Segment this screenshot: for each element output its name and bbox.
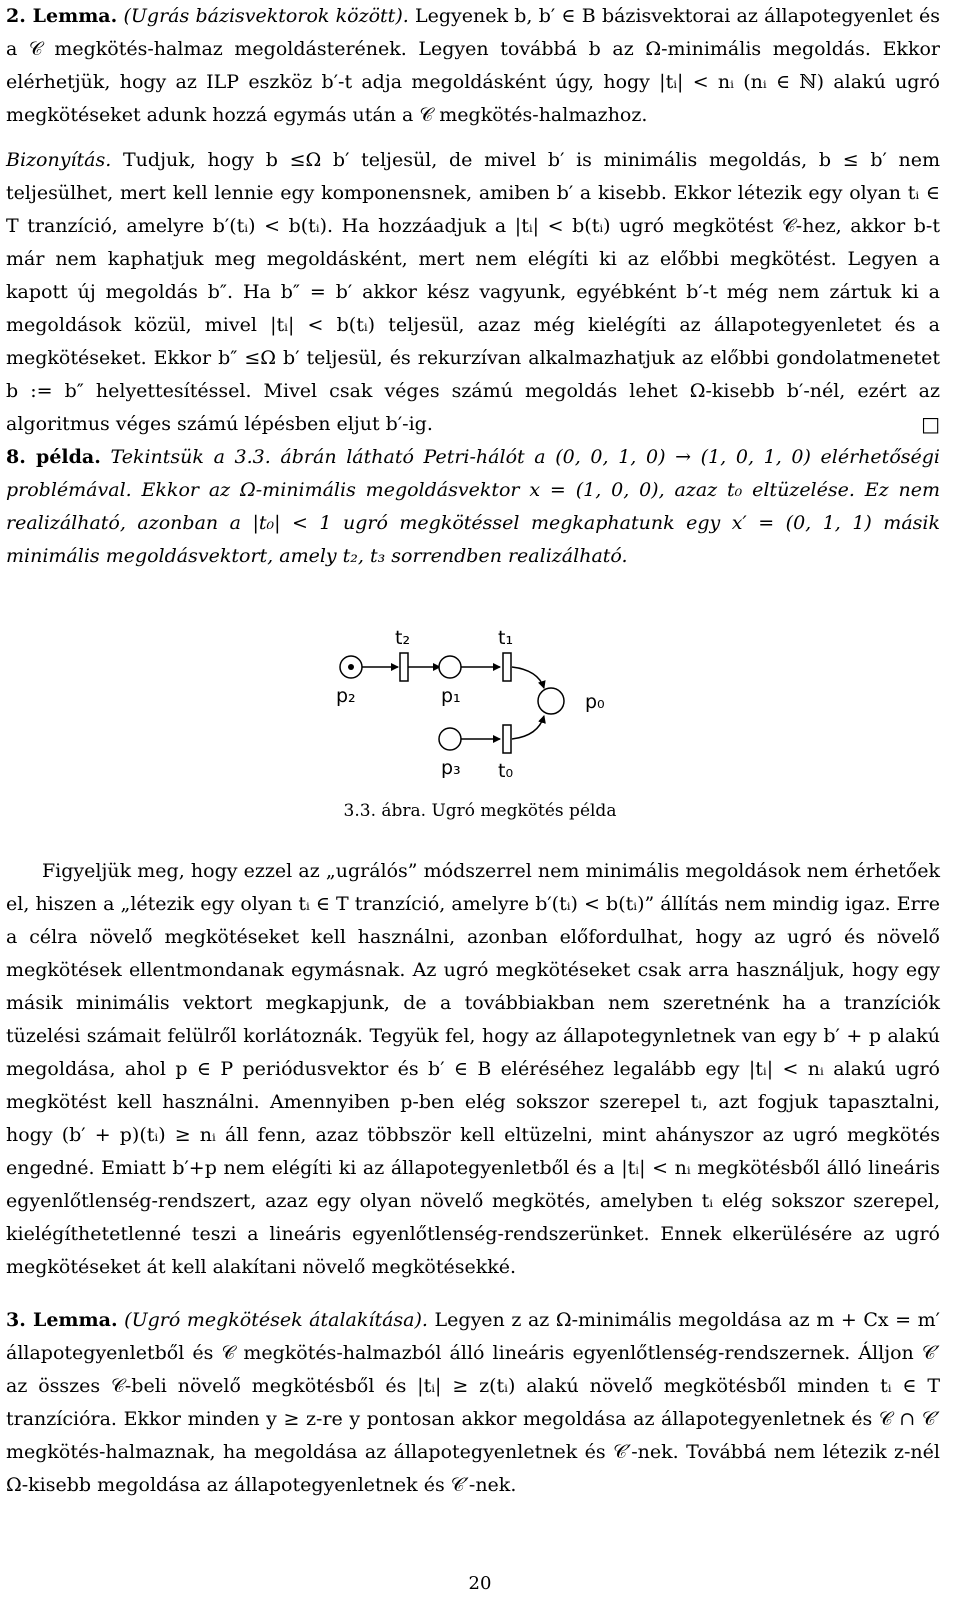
proof — [6, 144, 940, 441]
qed-symbol: □ — [921, 412, 940, 436]
lemma-2-title: (Ugrás bázisvektorok között). — [123, 5, 409, 27]
lemma-2-text: Legyenek b, b′ ∈ B bázisvektorai az állapotegyenlet és a 𝒞 megkötés-halmaz megoldásterének. Legyen továbbá b az Ω-minimális megoldás. Ekkor elérhetjük, hogy az ILP eszköz b′-t adja megoldásként úgy, hogy |tᵢ| < nᵢ (nᵢ ∈ ℕ) alakú ugró megkötéseket adunk hozzá egymás után a 𝒞 megkötés-halmazhoz. — [6, 5, 941, 126]
label-p3: p₃ — [441, 757, 461, 779]
label-p0: p₀ — [585, 691, 605, 713]
lemma-3-title: (Ugró megkötések átalakítása). — [124, 1309, 428, 1331]
example-8 — [6, 441, 940, 573]
proof-text: Tudjuk, hogy b ≤Ω b′ teljesül, de mivel b′ is minimális megoldás, b ≤ b′ nem teljesülhet, mert kell lennie egy komponensnek, amiben b′ a kisebb. Ekkor létezik egy olyan tᵢ ∈ T tranzíció, amelyre b′(tᵢ) < b(tᵢ). Ha hozzáadjuk a |tᵢ| < b(tᵢ) ugró megkötést 𝒞-hez, akkor b-t már nem kaphatjuk meg megoldásként, mert nem elégíti ki az előbbi megkötést. Legyen a kapott új megoldás b″. Ha b″ = b′ akkor kész vagyunk, egyébként b′-t még nem zártuk ki a megoldások közül, mivel |tᵢ| < b(tᵢ) teljesül, azaz még kielégíti az állapotegyenletet és a megkötéseket. Ekkor b″ ≤Ω b′ teljesül, és rekurzívan alkalmazhatjuk az előbbi gondolatmenetet b := b″ helyettesítéssel. Mivel csak véges számú megoldás lehet Ω-kisebb b′-nél, ezért az algoritmus véges számú lépésben eljut b′-ig. — [6, 149, 940, 435]
place-p1 — [439, 656, 461, 678]
example-8-head: 8. példa. — [6, 446, 101, 468]
label-p2: p₂ — [336, 685, 356, 707]
lemma-3-head: 3. Lemma. — [6, 1309, 118, 1331]
lemma-3 — [6, 1304, 940, 1502]
transition-t2 — [400, 653, 408, 681]
transition-t0 — [503, 725, 511, 753]
figure-caption: 3.3. ábra. Ugró megkötés példa — [343, 801, 617, 821]
lemma-2-head: 2. Lemma. — [6, 5, 118, 27]
page-number: 20 — [468, 1573, 492, 1594]
lemma-2 — [6, 0, 940, 132]
label-t2: t₂ — [395, 627, 411, 649]
arc-t1-p0 — [512, 667, 544, 688]
transition-t1 — [503, 653, 511, 681]
example-8-text: Tekintsük a 3.3. ábrán látható Petri-hálót a (0, 0, 1, 0) → (1, 0, 1, 0) elérhetőségi problémával. Ekkor az Ω-minimális megoldásvektor x = (1, 0, 0), azaz t₀ eltüzelése. Ez nem realizálható, azonban a |t₀| < 1 ugró megkötéssel megkaphatunk egy x′ = (0, 1, 1) másik minimális megoldásvektort, amely t₂, t₃ sorrendben realizálható. — [6, 446, 940, 567]
place-p0 — [538, 688, 564, 714]
place-p3 — [439, 728, 461, 750]
main-paragraph-text: Figyeljük meg, hogy ezzel az „ugrálós” módszerrel nem minimális megoldások nem érhetőek el, hiszen a „létezik egy olyan tᵢ ∈ T tranzíció, amelyre b′(tᵢ) < b(tᵢ)” állítás nem mindig igaz. Erre a célra növelő megkötéseket kell használni, azonban előfordulhat, hogy az ugró és növelő megkötések ellentmondanak egymásnak. Az ugró megkötéseket csak arra használjuk, hogy egy másik minimális vektort megkapjunk, de a továbbiakban nem szeretnénk ha a tranzíciók tüzelési számait felülről korlátoznák. Tegyük fel, hogy az állapotegynletnek van egy b′ + p alakú megoldása, ahol p ∈ P periódusvektor és b′ ∈ B eléréséhez legalább egy |tᵢ| < nᵢ alakú ugró megkötést kell használni. Amennyiben p-ben elég sokszor szerepel tᵢ, azt fogjuk tapasztalni, hogy (b′ + p)(tᵢ) ≥ nᵢ áll fenn, azaz többször kell eltüzelni, mint ahányszor az ugró megkötés engedné. Emiatt b′+p nem elégíti ki az állapotegyenletből és a |tᵢ| < nᵢ megkötésből álló lineáris egyenlőtlenség-rendszert, azaz egy olyan növelő megkötés, amelyben tᵢ elég sokszor szerepel, kielégíthetetlenné teszi a lineáris egyenlőtlenség-rendszerünket. Ennek elkerülésére az ugró megkötéseket át kell alakítani növelő megkötésekké. — [6, 860, 940, 1278]
label-t0: t₀ — [498, 760, 514, 782]
label-p1: p₁ — [441, 685, 461, 707]
label-t1: t₁ — [498, 627, 514, 649]
main-paragraph — [6, 855, 940, 1284]
proof-label: Bizonyítás. — [6, 149, 112, 171]
arc-t0-p0 — [512, 716, 544, 739]
petri-net-figure — [320, 608, 640, 793]
token-p2 — [348, 664, 354, 670]
lemma-3-text: Legyen z az Ω-minimális megoldása az m + Cx = m′ állapotegyenletből és 𝒞 megkötés-halmazból álló lineáris egyenlőtlenség-rendszernek. Álljon 𝒞′ az összes 𝒞-beli növelő megkötésből és |tᵢ| ≥ z(tᵢ) alakú növelő megkötésből minden tᵢ ∈ T tranzícióra. Ekkor minden y ≥ z-re y pontosan akkor megoldása az állapotegyenletnek és 𝒞 ∩ 𝒞′ megkötés-halmaznak, ha megoldása az állapotegyenletnek és 𝒞′-nek. Továbbá nem létezik z-nél Ω-kisebb megoldása az állapotegyenletnek és 𝒞′-nek. — [6, 1309, 940, 1496]
